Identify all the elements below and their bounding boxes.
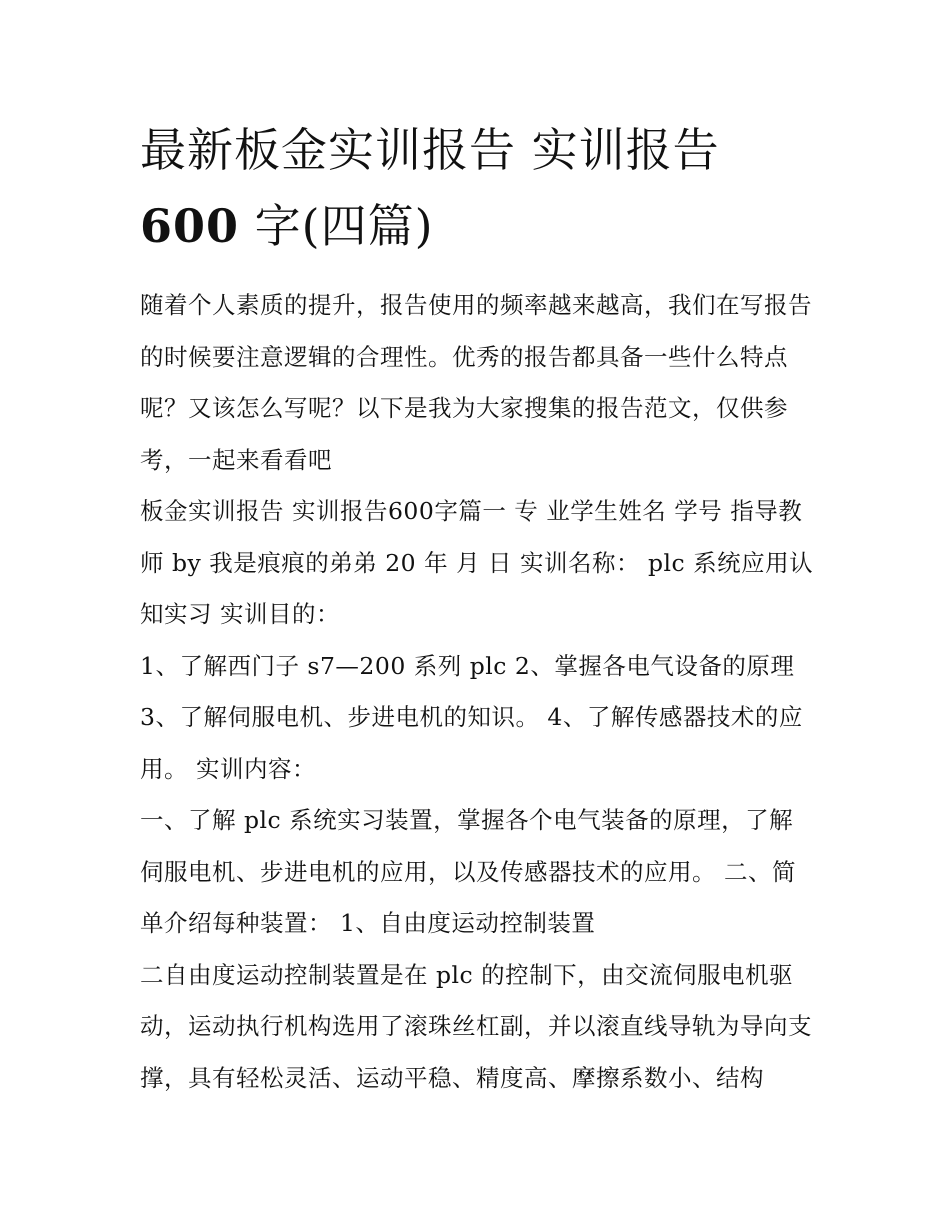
- content-paragraph: 一、了解 plc 系统实习装置，掌握各个电气装备的原理，了解伺服电机、步进电机的应用，以及传感器技术的应用。 二、简单介绍每种装置： 1、自由度运动控制装置: [140, 806, 796, 937]
- intro-paragraph: 随着个人素质的提升，报告使用的频率越来越高，我们在写报告的时候要注意逻辑的合理性。优秀的报告都具备一些什么特点呢？又该怎么写呢？以下是我为大家搜集的报告范文，仅供参考，一起来看看吧: [140, 291, 812, 474]
- document-body: [140, 112, 815, 1104]
- objectives-paragraph: 1、了解西门子 s7—200 系列 plc 2、掌握各电气设备的原理 3、了解伺服电机、步进电机的知识。 4、了解传感器技术的应用。 实训内容：: [140, 651, 803, 783]
- document-title: 最新板金实训报告 实训报告600 字(四篇): [140, 123, 720, 253]
- report-header-paragraph: 板金实训报告 实训报告600字篇一 专 业学生姓名 学号 指导教师 by 我是痕痕的弟弟 20 年 月 日 实训名称： plc 系统应用认知实习 实训目的：: [140, 497, 814, 628]
- device-description-paragraph: 二自由度运动控制装置是在 plc 的控制下，由交流伺服电机驱动，运动执行机构选用了滚珠丝杠副，并以滚直线导轨为导向支撑，具有轻松灵活、运动平稳、精度高、摩擦系数小、结构: [140, 960, 812, 1092]
